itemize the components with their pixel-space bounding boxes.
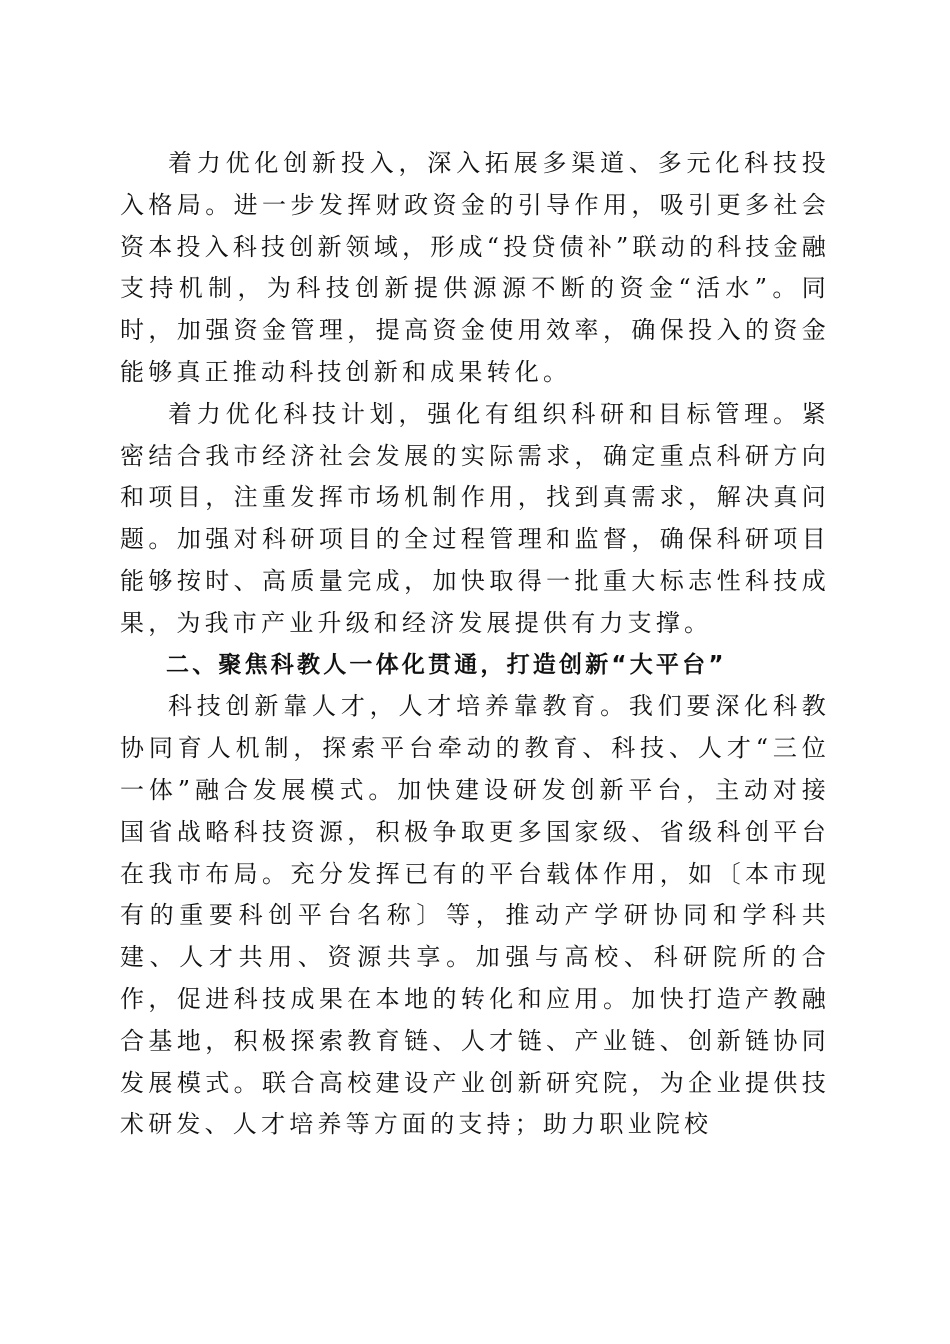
paragraph-platform: 科技创新靠人才，人才培养靠教育。我们要深化科教协同育人机制，探索平台牵动的教育、科技、人才“三位一体”融合发展模式。加快建设研发创新平台，主动对接国省战略科技资源，积极争取更多国家级、省级科创平台在我市布局。充分发挥已有的平台载体作用，如〔本市现有的重要科创平台名称〕等，推动产学研协同和学科共建、人才共用、资源共享。加强与高校、科研院所的合作，促进科技成果在本地的转化和应用。加快打造产教融合基地，积极探索教育链、人才链、产业链、创新链协同发展模式。联合高校建设产业创新研究院，为企业提供技术研发、人才培养等方面的支持；助力职业院校 [120,692,830,1139]
paragraph-funding-investment: 着力优化创新投入，深入拓展多渠道、多元化科技投入格局。进一步发挥财政资金的引导作用，吸引更多社会资本投入科技创新领域，形成“投贷债补”联动的科技金融支持机制，为科技创新提供源源不断的资金“活水”。同时，加强资金管理，提高资金使用效率，确保投入的资金能够真正推动科技创新和成果转化。 [120,149,830,386]
document-page [120,143,830,1146]
paragraph-research-plan: 着力优化科技计划，强化有组织科研和目标管理。紧密结合我市经济社会发展的实际需求，确定重点科研方向和项目，注重发挥市场机制作用，找到真需求，解决真问题。加强对科研项目的全过程管理和监督，确保科研项目能够按时、高质量完成，加快取得一批重大标志性科技成果，为我市产业升级和经济发展提供有力支撑。 [120,399,830,637]
section-heading: 二、聚焦科教人一体化贯通，打造创新“大平台” [166,651,727,678]
